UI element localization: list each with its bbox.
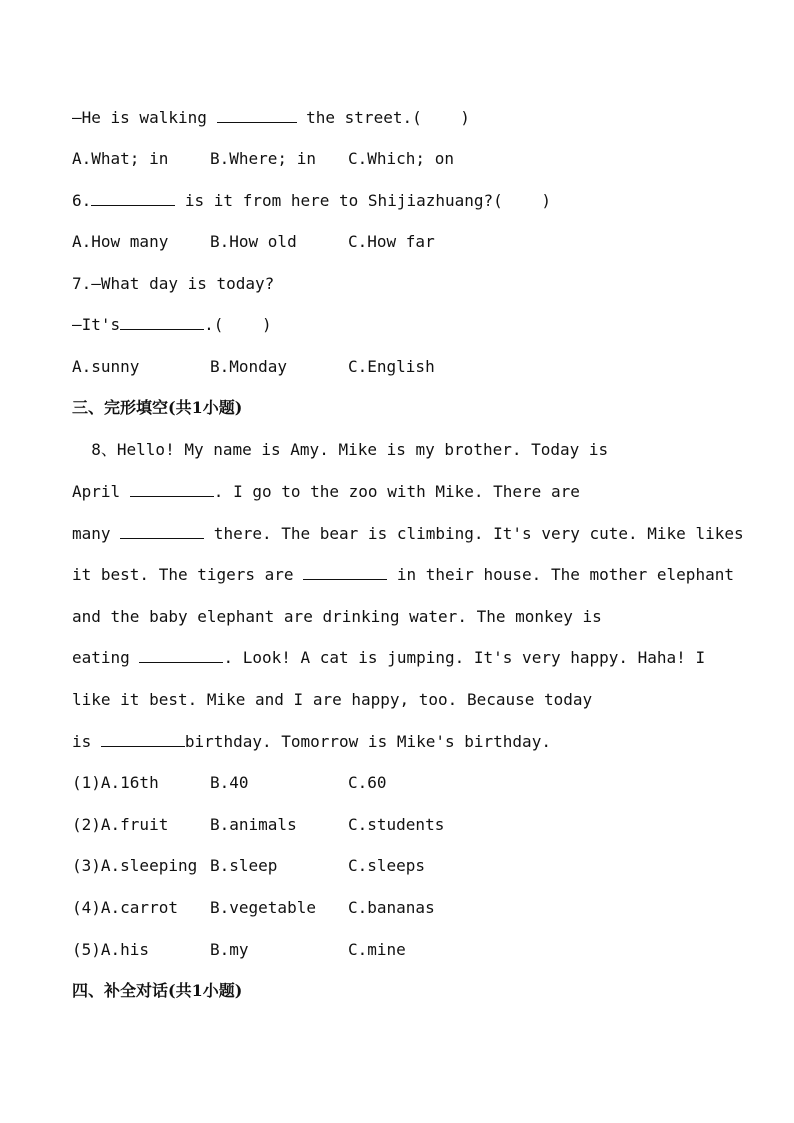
q8-sub4-option-c[interactable]: C.bananas	[348, 898, 435, 917]
q8-passage-line-8	[72, 732, 551, 752]
q8-sub1-option-b[interactable]: B.40	[210, 773, 249, 792]
q5-answer-prefix: —He is walking	[72, 108, 217, 127]
q8-l3-start: many	[72, 524, 121, 543]
q5-answer-suffix: the street.( )	[296, 108, 470, 127]
q5-answer-line	[72, 108, 470, 128]
q5-option-c[interactable]: C.Which; on	[348, 149, 454, 168]
q8-sub1-option-c[interactable]: C.60	[348, 773, 387, 792]
q8-l8-start: is	[72, 732, 101, 751]
q8-passage-line-1: 8、Hello! My name is Amy. Mike is my brother. Today is	[72, 440, 609, 459]
q8-l4-start: it best. The tigers are	[72, 565, 304, 584]
q8-passage-line-6	[72, 648, 705, 668]
q7-option-b[interactable]: B.Monday	[210, 357, 288, 376]
q8-sub4-option-a[interactable]: (4)A.carrot	[72, 898, 178, 917]
q8-sub2-option-c[interactable]: C.students	[348, 815, 445, 834]
q6-option-a[interactable]: A.How many	[72, 232, 169, 251]
q8-blank-4[interactable]	[139, 648, 223, 663]
q8-blank-5[interactable]	[101, 732, 185, 747]
q6-option-b[interactable]: B.How old	[210, 232, 297, 251]
q8-passage-line-7: like it best. Mike and I are happy, too. Because today	[72, 690, 593, 709]
q8-sub1-option-a[interactable]: (1)A.16th	[72, 773, 159, 792]
q8-sub3-option-a[interactable]: (3)A.sleeping	[72, 856, 198, 875]
q5-option-b[interactable]: B.Where; in	[210, 149, 316, 168]
q8-blank-3[interactable]	[303, 565, 387, 580]
q7-question: 7.—What day is today?	[72, 274, 275, 293]
q8-l4-end: in their house. The mother elephant	[387, 565, 734, 584]
q8-sub5-option-a[interactable]: (5)A.his	[72, 940, 150, 959]
q8-passage-line-4	[72, 565, 734, 585]
q7-blank[interactable]	[120, 315, 204, 330]
section-3-heading: 三、完形填空(共1小题)	[72, 398, 243, 417]
q8-sub4-option-b[interactable]: B.vegetable	[210, 898, 316, 917]
q8-passage-line-3	[72, 524, 744, 544]
q7-option-c[interactable]: C.English	[348, 357, 435, 376]
q7-answer-prefix: —It's	[72, 315, 121, 334]
q8-l6-end: . Look! A cat is jumping. It's very happy. Haha! I	[223, 648, 706, 667]
section-4-heading: 四、补全对话(共1小题)	[72, 981, 243, 1000]
q6-question-text: is it from here to Shijiazhuang?( )	[175, 191, 551, 210]
q6-blank[interactable]	[91, 191, 175, 206]
q6-number: 6.	[72, 191, 92, 210]
q8-l2-start: April	[72, 482, 130, 501]
q8-l8-end: birthday. Tomorrow is Mike's birthday.	[184, 732, 551, 751]
q8-passage-line-2	[72, 482, 580, 502]
q7-option-a[interactable]: A.sunny	[72, 357, 140, 376]
q8-sub5-option-b[interactable]: B.my	[210, 940, 249, 959]
q8-passage-line-5: and the baby elephant are drinking water. The monkey is	[72, 607, 602, 626]
q8-sub3-option-c[interactable]: C.sleeps	[348, 856, 426, 875]
q6-question	[72, 191, 551, 211]
q8-sub2-option-b[interactable]: B.animals	[210, 815, 297, 834]
q5-option-a[interactable]: A.What; in	[72, 149, 169, 168]
q8-l3-end: there. The bear is climbing. It's very cute. Mike likes	[204, 524, 744, 543]
q5-blank[interactable]	[217, 108, 297, 123]
q8-blank-1[interactable]	[130, 482, 214, 497]
q6-option-c[interactable]: C.How far	[348, 232, 435, 251]
q8-l2-end: . I go to the zoo with Mike. There are	[213, 482, 580, 501]
q8-blank-2[interactable]	[120, 524, 204, 539]
q7-answer-suffix: .( )	[204, 315, 272, 334]
q7-answer-line	[72, 315, 272, 335]
q8-sub5-option-c[interactable]: C.mine	[348, 940, 406, 959]
q8-l6-start: eating	[72, 648, 140, 667]
q8-sub2-option-a[interactable]: (2)A.fruit	[72, 815, 169, 834]
q8-sub3-option-b[interactable]: B.sleep	[210, 856, 278, 875]
